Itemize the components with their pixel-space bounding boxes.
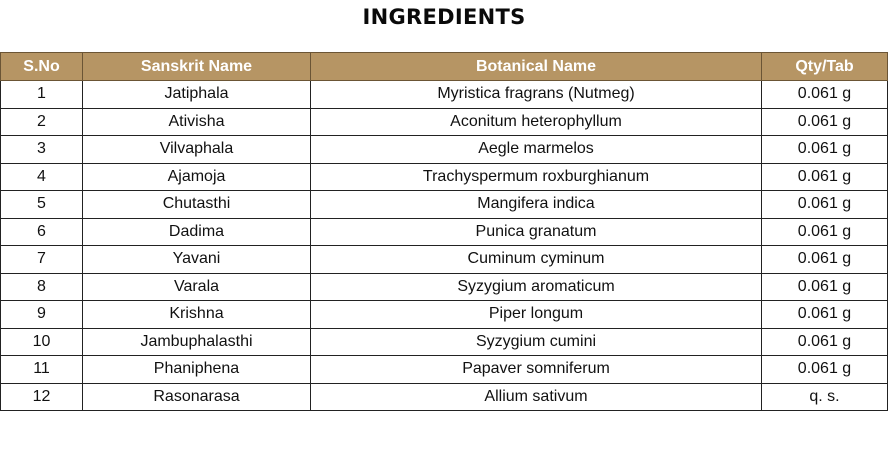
table-body xyxy=(1,81,888,411)
column-header-botanical-name: Botanical Name xyxy=(311,53,762,81)
cell-botanical-name: Mangifera indica xyxy=(311,191,762,219)
table-row xyxy=(1,218,888,246)
cell-sno: 1 xyxy=(1,81,83,109)
cell-sanskrit-name: Ativisha xyxy=(83,108,311,136)
table-row xyxy=(1,108,888,136)
cell-sno: 6 xyxy=(1,218,83,246)
table-row xyxy=(1,301,888,329)
cell-botanical-name: Syzygium aromaticum xyxy=(311,273,762,301)
table-row xyxy=(1,136,888,164)
cell-botanical-name: Syzygium cumini xyxy=(311,328,762,356)
column-header-qty-per-tab: Qty/Tab xyxy=(762,53,888,81)
cell-qty: 0.061 g xyxy=(762,328,888,356)
cell-sanskrit-name: Jatiphala xyxy=(83,81,311,109)
cell-sno: 3 xyxy=(1,136,83,164)
cell-qty: 0.061 g xyxy=(762,108,888,136)
table-row xyxy=(1,356,888,384)
table-row xyxy=(1,328,888,356)
cell-sanskrit-name: Chutasthi xyxy=(83,191,311,219)
cell-sanskrit-name: Krishna xyxy=(83,301,311,329)
cell-botanical-name: Piper longum xyxy=(311,301,762,329)
cell-sanskrit-name: Yavani xyxy=(83,246,311,274)
table-row xyxy=(1,191,888,219)
cell-botanical-name: Cuminum cyminum xyxy=(311,246,762,274)
cell-sno: 5 xyxy=(1,191,83,219)
cell-qty: 0.061 g xyxy=(762,356,888,384)
cell-sno: 9 xyxy=(1,301,83,329)
cell-sno: 8 xyxy=(1,273,83,301)
table-row xyxy=(1,383,888,411)
table-row xyxy=(1,163,888,191)
cell-qty: 0.061 g xyxy=(762,163,888,191)
cell-sanskrit-name: Varala xyxy=(83,273,311,301)
cell-qty: 0.061 g xyxy=(762,191,888,219)
cell-qty: 0.061 g xyxy=(762,136,888,164)
cell-sanskrit-name: Phaniphena xyxy=(83,356,311,384)
column-header-sanskrit-name: Sanskrit Name xyxy=(83,53,311,81)
table-row xyxy=(1,81,888,109)
table-row xyxy=(1,273,888,301)
cell-botanical-name: Trachyspermum roxburghianum xyxy=(311,163,762,191)
cell-sno: 12 xyxy=(1,383,83,411)
header-row xyxy=(1,53,888,81)
cell-qty: 0.061 g xyxy=(762,218,888,246)
ingredients-table xyxy=(0,52,888,411)
table-header xyxy=(1,53,888,81)
cell-sanskrit-name: Rasonarasa xyxy=(83,383,311,411)
cell-sno: 4 xyxy=(1,163,83,191)
cell-sanskrit-name: Vilvaphala xyxy=(83,136,311,164)
cell-sanskrit-name: Jambuphalasthi xyxy=(83,328,311,356)
cell-sno: 2 xyxy=(1,108,83,136)
cell-sanskrit-name: Ajamoja xyxy=(83,163,311,191)
cell-sno: 7 xyxy=(1,246,83,274)
cell-sno: 10 xyxy=(1,328,83,356)
table-row xyxy=(1,246,888,274)
cell-qty: q. s. xyxy=(762,383,888,411)
cell-botanical-name: Aconitum heterophyllum xyxy=(311,108,762,136)
cell-botanical-name: Myristica fragrans (Nutmeg) xyxy=(311,81,762,109)
cell-sno: 11 xyxy=(1,356,83,384)
cell-botanical-name: Papaver somniferum xyxy=(311,356,762,384)
cell-qty: 0.061 g xyxy=(762,81,888,109)
cell-botanical-name: Punica granatum xyxy=(311,218,762,246)
cell-qty: 0.061 g xyxy=(762,273,888,301)
cell-qty: 0.061 g xyxy=(762,301,888,329)
cell-qty: 0.061 g xyxy=(762,246,888,274)
page-title: INGREDIENTS xyxy=(362,5,526,29)
cell-sanskrit-name: Dadima xyxy=(83,218,311,246)
cell-botanical-name: Aegle marmelos xyxy=(311,136,762,164)
column-header-sno: S.No xyxy=(1,53,83,81)
cell-botanical-name: Allium sativum xyxy=(311,383,762,411)
